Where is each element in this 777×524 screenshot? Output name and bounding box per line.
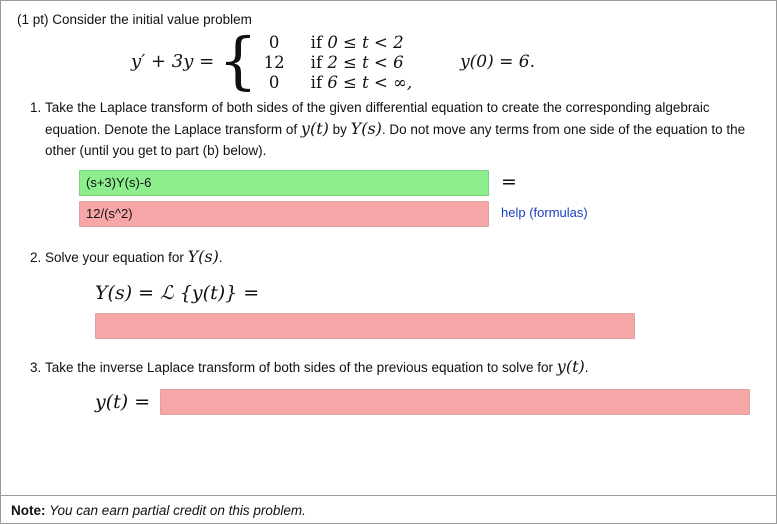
- case-condition-text: 0 ≤ t < 2: [327, 32, 404, 52]
- step-1-text-c: . Do not move any terms from one side of the equation to the other (until you get to part (b) below).: [45, 122, 746, 158]
- step-3-answer-area: [95, 389, 766, 417]
- step-3-text-b: .: [584, 360, 589, 376]
- case-keyword: if: [310, 52, 323, 72]
- step-1-left-input[interactable]: [79, 170, 489, 196]
- step-2-input-line: [95, 313, 766, 339]
- step-2-label: Y(s) = ℒ {y(t)} =: [95, 281, 260, 304]
- step-3-text-a: Take the inverse Laplace transform of both sides of the previous equation to solve for: [45, 360, 557, 376]
- step-2-text-a: Solve your equation for: [45, 249, 188, 265]
- step-3-label: y(t) =: [95, 390, 151, 413]
- steps-list: [11, 98, 766, 416]
- case-keyword: if: [310, 72, 323, 92]
- help-formulas-link[interactable]: help (formulas): [501, 205, 588, 221]
- step-2-text-b: .: [218, 249, 223, 265]
- step-1-answer-area: [79, 169, 766, 227]
- step-1-right-input[interactable]: [79, 201, 489, 227]
- step-1-left-line: [79, 169, 766, 197]
- step-2-math-Ys: Y(s): [187, 246, 219, 266]
- case-condition: [311, 33, 412, 52]
- step-2-answer-area: [95, 280, 766, 340]
- step-1-text-a: Take the Laplace transform of both sides of the given differential equation to create the corresponding algebraic equation. Denote the Laplace transform of: [45, 99, 710, 138]
- case-condition-text: 2 ≤ t < 6: [327, 52, 404, 72]
- problem-prompt: (1 pt) Consider the initial value problem: [17, 12, 252, 27]
- footer-divider: [1, 495, 776, 496]
- step-1-math-Ys: Y(s): [350, 119, 382, 139]
- step-3-math-yt: y(t): [556, 357, 585, 377]
- partial-credit-note: [11, 503, 306, 518]
- note-text: You can earn partial credit on this problem.: [49, 503, 306, 518]
- case-condition-text: 6 ≤ t < ∞,: [327, 72, 413, 92]
- step-1-right-line: [79, 201, 766, 227]
- step-1-math-yt: y(t): [300, 119, 329, 139]
- case-keyword: if: [310, 32, 323, 52]
- differential-equation: [11, 24, 766, 98]
- step-3: [45, 355, 766, 416]
- step-2-answer-input[interactable]: [95, 313, 635, 339]
- case-value: 12: [263, 52, 285, 72]
- case-condition: [311, 53, 412, 72]
- left-brace-glyph: {: [218, 24, 258, 98]
- step-2: [45, 245, 766, 340]
- note-label: Note:: [11, 503, 46, 518]
- equals-sign: =: [501, 171, 517, 194]
- initial-condition: y(0) = 6.: [460, 52, 536, 73]
- step-3-input-line: [95, 389, 766, 417]
- step-3-answer-input[interactable]: [160, 389, 750, 415]
- step-1: [45, 98, 766, 227]
- case-value: 0: [268, 72, 280, 92]
- case-value: 0: [268, 32, 280, 52]
- step-1-text-b: by: [328, 122, 351, 138]
- case-condition: [311, 73, 412, 92]
- piecewise-cases: [264, 33, 412, 92]
- equation-left-hand-side: y′ + 3y =: [131, 50, 215, 72]
